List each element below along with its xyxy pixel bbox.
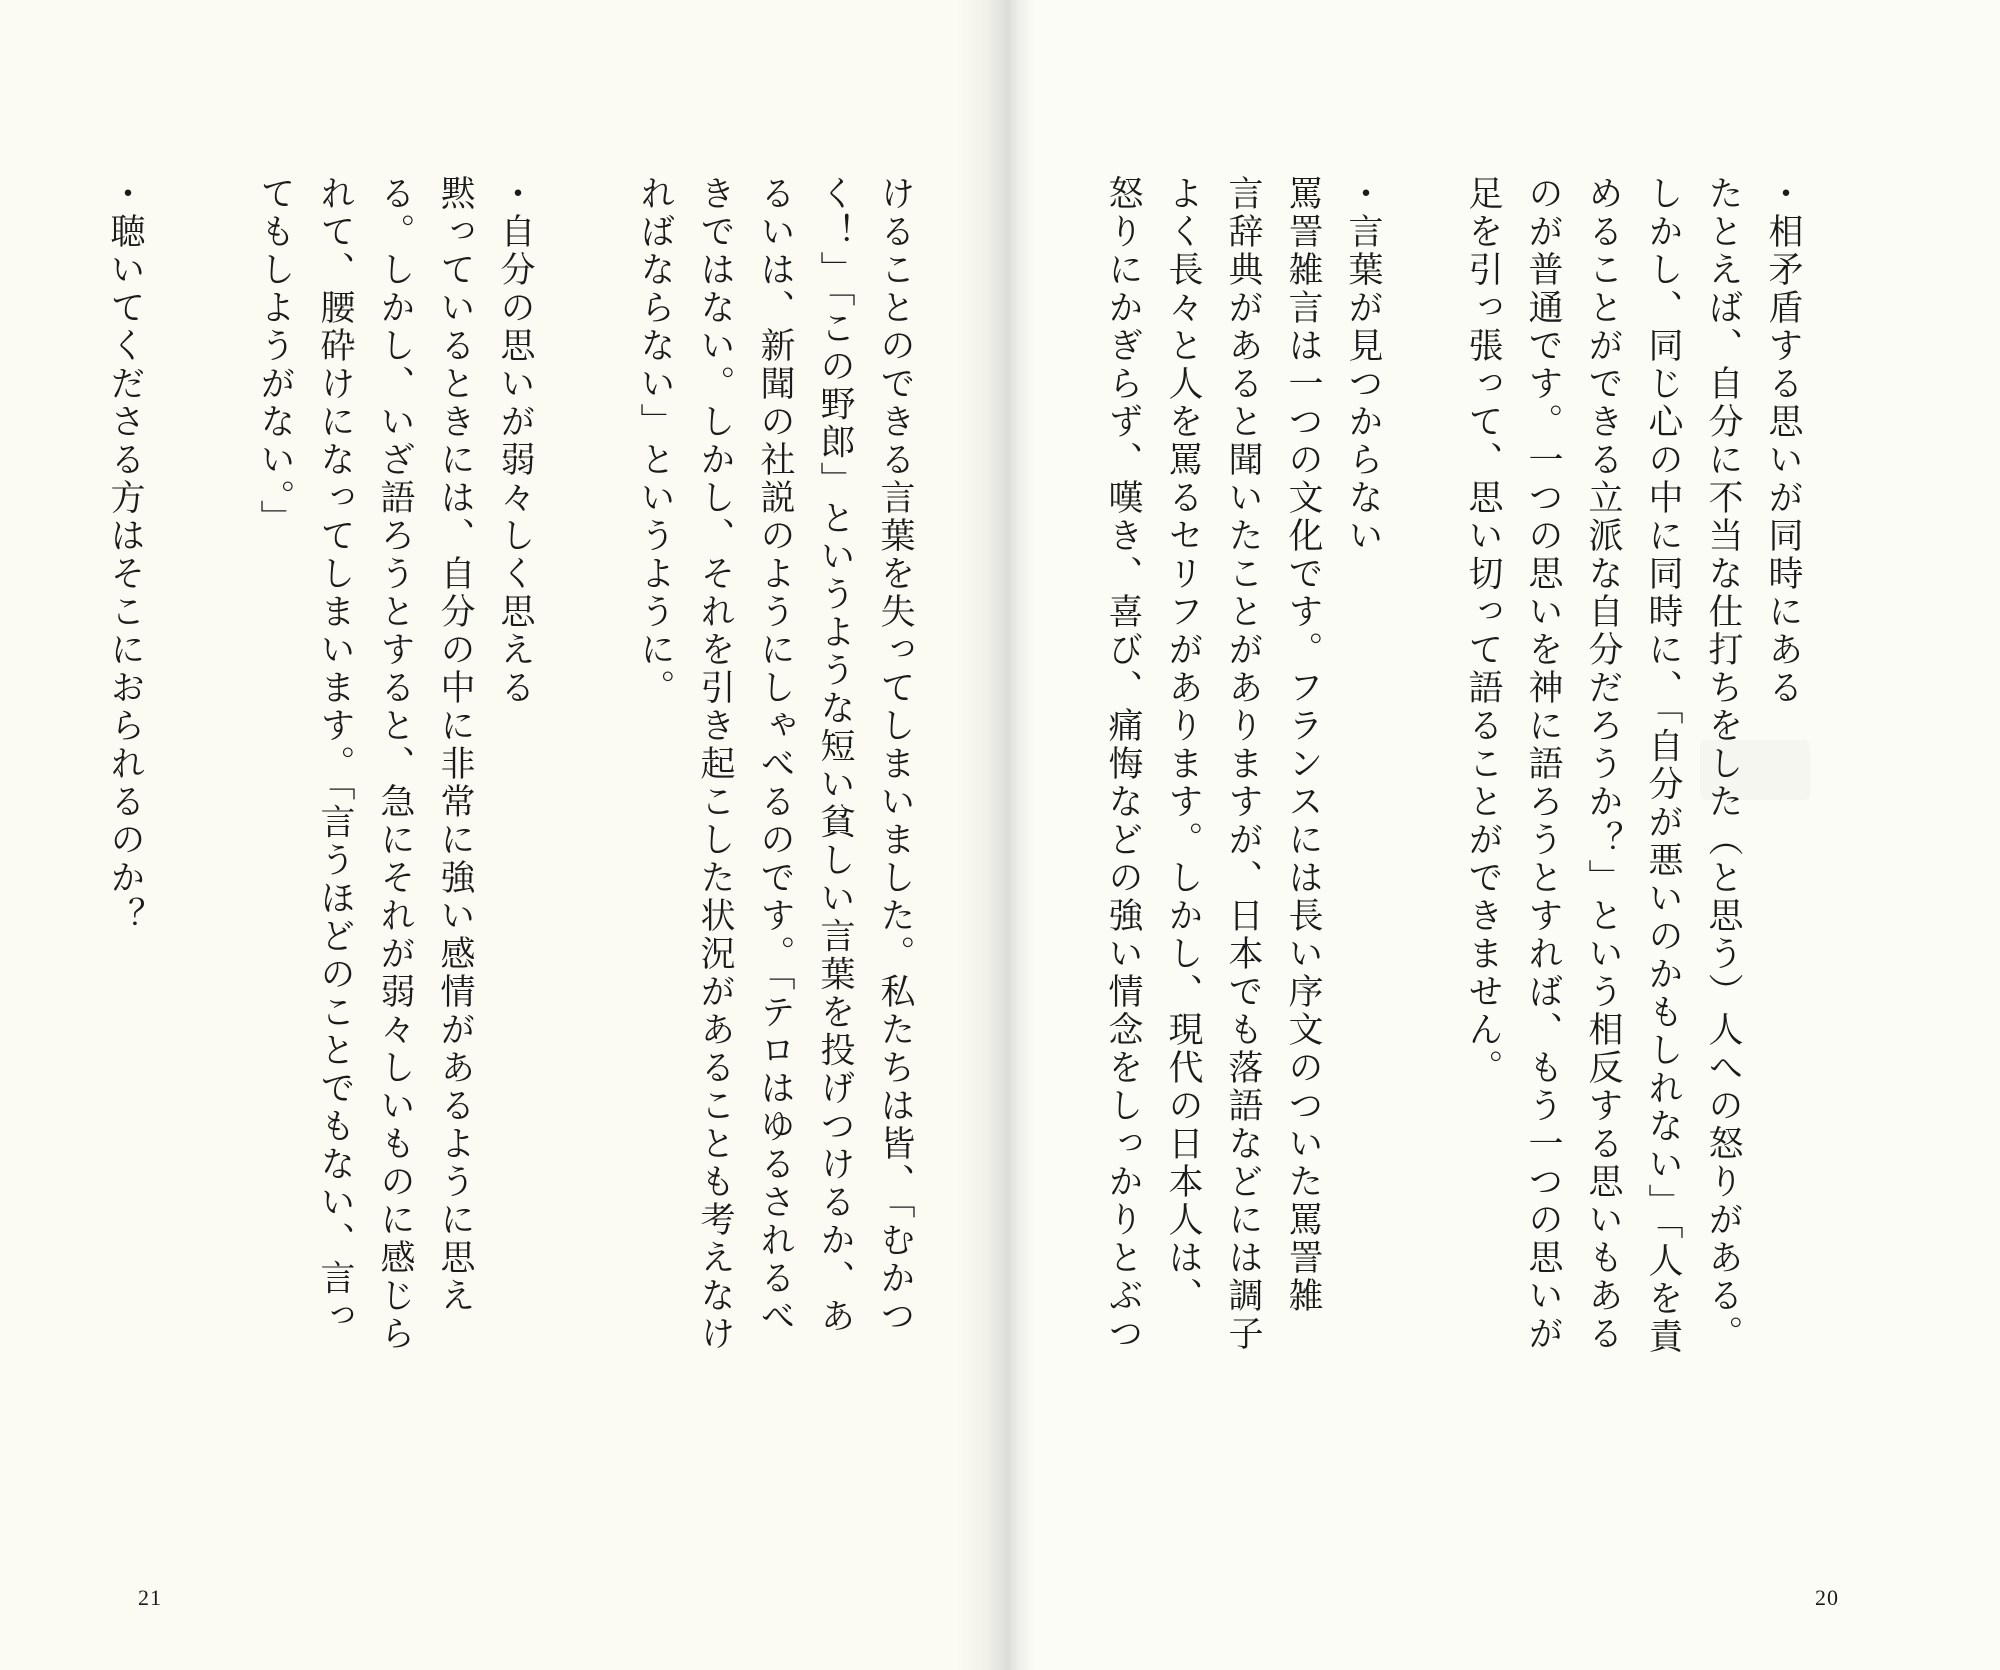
page-21 [0,0,995,1670]
bleed-through-mark [1700,740,1810,800]
text-column: たとえば、自分に不当な仕打ちをした（と思う）人への怒りがある。 [1703,175,1743,1353]
text-column: く！」「この野郎」というような短い貧しい言葉を投げつけるか、あ [815,175,855,1336]
text-column: ・自分の思いが弱々しく思える [495,175,535,707]
text-column: きではない。しかし、それを引き起こした状況があることも考えなけ [695,175,735,1353]
text-column: 言辞典があると聞いたことがありますが、日本でも落語などには調子 [1223,175,1263,1353]
text-column: ・聴いてくださる方はそこにおられるのか？ [105,175,145,935]
text-column: よく長々と人を罵るセリフがあります。しかし、現代の日本人は、 [1163,175,1203,1315]
text-column: ・言葉が見つからない [1343,175,1383,555]
text-column: のが普通です。一つの思いを神に語ろうとすれば、もう一つの思いが [1523,175,1563,1353]
text-column: めることができる立派な自分だろうか？」という相反する思いもある [1583,175,1623,1353]
text-column: 罵詈雑言は一つの文化です。フランスには長い序文のついた罵詈雑 [1283,175,1323,1315]
text-column [565,175,625,1595]
text-column: けることのできる言葉を失ってしまいました。私たちは皆、「むかつ [875,175,915,1336]
text-column: れて、腰砕けになってしまいます。「言うほどのことでもない、言っ [315,175,355,1336]
text-column: る。しかし、いざ語ろうとすると、急にそれが弱々しいものに感じら [375,175,415,1353]
text-column: 足を引っ張って、思い切って語ることができません。 [1463,175,1503,1087]
text-column: ・相矛盾する思いが同時にある [1763,175,1803,707]
page-number-left: 21 [138,1585,162,1610]
text-column [175,175,235,1595]
text-column: しかし、同じ心の中に同時に、「自分が悪いのかもしれない」「人を責 [1643,175,1683,1356]
text-column: 怒りにかぎらず、嘆き、喜び、痛悔などの強い情念をしっかりとぶつ [1103,175,1143,1353]
text-column [1393,175,1453,1595]
text-column: るいは、新聞の社説のようにしゃべるのです。「テロはゆるされるべ [755,175,795,1336]
text-column: 黙っているときには、自分の中に非常に強い感情があるように思え [435,175,475,1315]
page-20 [995,0,2000,1670]
page-number-right: 20 [1815,1585,1839,1610]
text-column: ればならない」というように。 [635,175,675,707]
text-column: てもしようがない。」 [255,175,295,538]
